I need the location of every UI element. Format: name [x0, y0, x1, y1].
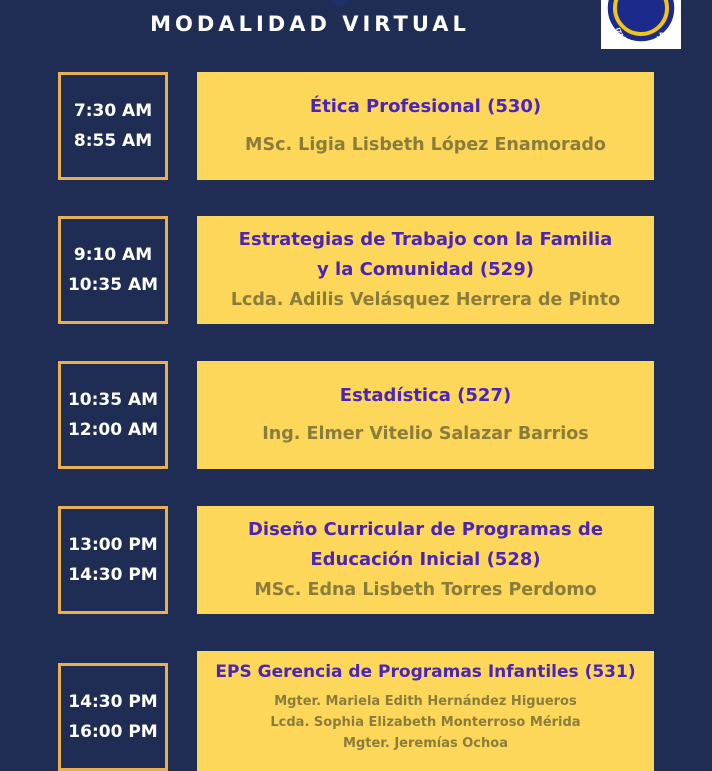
page-title: MODALIDAD VIRTUAL — [150, 12, 470, 36]
end-time: 10:35 AM — [67, 275, 159, 295]
teacher-name: Ing. Elmer Vitelio Salazar Barrios — [262, 424, 589, 444]
teacher-name: Mgter. Mariela Edith Hernández Higueros — [274, 694, 577, 709]
time-slot — [58, 361, 168, 469]
time-slot — [58, 506, 168, 614]
teacher-name: Mgter. Jeremías Ochoa — [343, 736, 508, 751]
course-card — [197, 72, 654, 180]
end-time: 14:30 PM — [68, 565, 158, 585]
end-time: 8:55 AM — [73, 131, 153, 151]
start-time: 9:10 AM — [73, 245, 153, 265]
start-time: 7:30 AM — [73, 101, 153, 121]
course-card — [197, 361, 654, 469]
course-title-line-2: Educación Inicial (528) — [310, 549, 541, 570]
teacher-name: MSc. Ligia Lisbeth López Enamorado — [245, 135, 606, 155]
start-time: 13:00 PM — [68, 535, 158, 555]
course-title: EPS Gerencia de Programas Infantiles (531) — [215, 662, 636, 682]
start-time: 10:35 AM — [67, 390, 159, 410]
institution-logo — [601, 0, 681, 49]
course-title-line-2: y la Comunidad (529) — [317, 259, 534, 280]
logo-text: IZAC · GUATEMALA — [613, 26, 667, 49]
course-title: Ética Profesional (530) — [309, 96, 542, 117]
start-time: 14:30 PM — [68, 692, 158, 712]
time-slot — [58, 663, 168, 771]
course-title: Estadística (527) — [339, 385, 512, 406]
end-time: 12:00 AM — [67, 420, 159, 440]
course-title: Estrategias de Trabajo con la Familia — [238, 229, 613, 250]
header-decoration — [329, 0, 351, 6]
teacher-name: MSc. Edna Lisbeth Torres Perdomo — [254, 580, 597, 600]
course-card — [197, 651, 654, 771]
time-slot — [58, 72, 168, 180]
teacher-name: Lcda. Adilis Velásquez Herrera de Pinto — [230, 290, 621, 310]
teacher-name: Lcda. Sophia Elizabeth Monterroso Mérida — [270, 715, 581, 730]
course-card — [197, 216, 654, 324]
end-time: 16:00 PM — [68, 722, 158, 742]
course-card — [197, 506, 654, 614]
course-title: Diseño Curricular de Programas de — [247, 519, 604, 540]
time-slot — [58, 216, 168, 324]
